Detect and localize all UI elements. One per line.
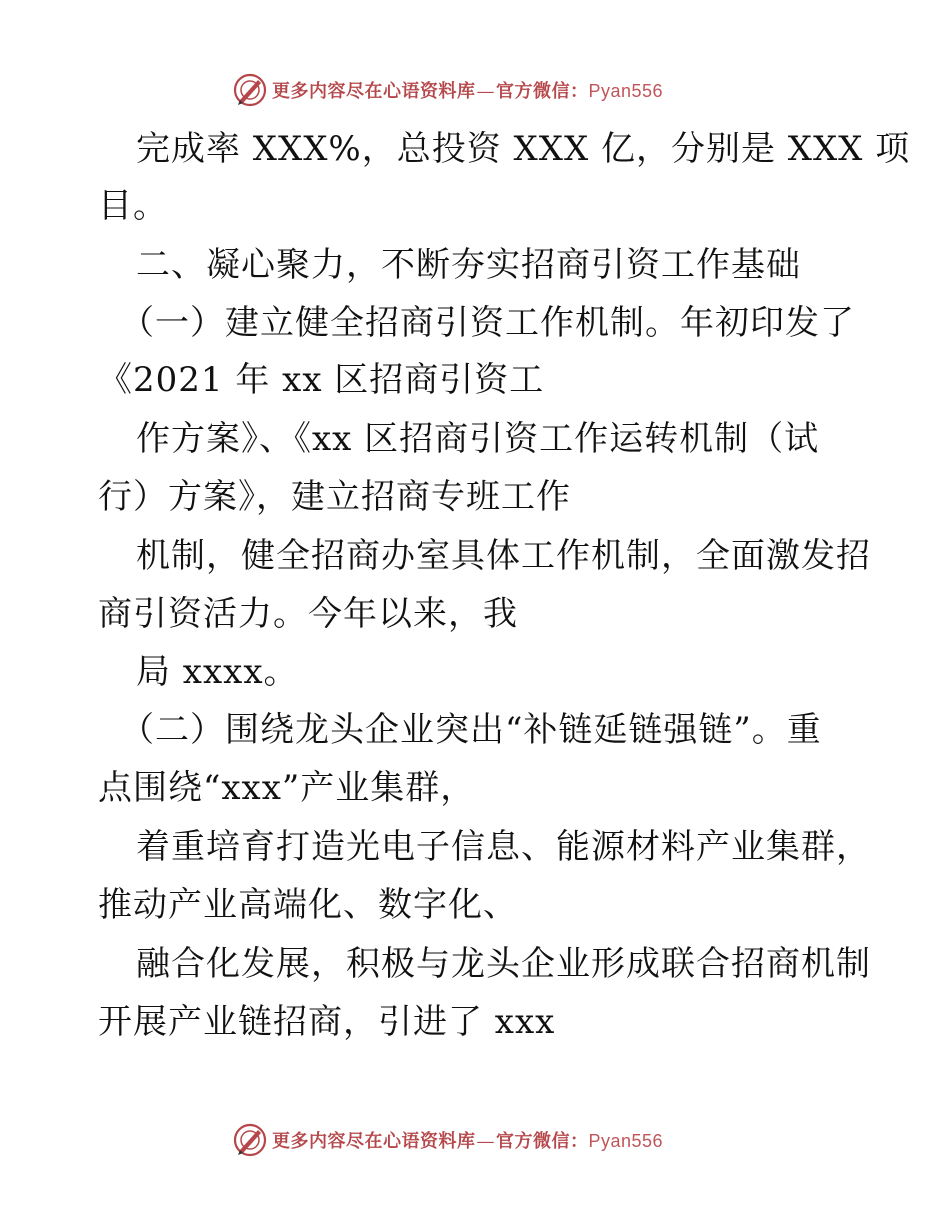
- text-line: 着重培育打造光电子信息、能源材料产业集群，: [136, 827, 871, 867]
- footer-banner-dash: —: [476, 1131, 495, 1152]
- pen-logo-icon: [232, 72, 268, 108]
- text-line: 行）方案》，建立招商专班工作: [98, 477, 571, 517]
- header-banner-id: Pyan556: [588, 81, 664, 101]
- footer-banner-wechat: 官方微信：: [496, 1131, 589, 1152]
- section-heading: 二、凝心聚力，不断夯实招商引资工作基础: [136, 245, 801, 285]
- text-line: （二）围绕龙头企业突出“补链延链强链”。重: [120, 710, 822, 750]
- header-banner-wechat: 官方微信：: [496, 81, 589, 102]
- text-line: 完成率 XXX%，总投资 XXX 亿，分别是 XXX 项: [136, 129, 911, 169]
- header-banner-dash: —: [476, 81, 495, 102]
- text-line: 点围绕“xxx”产业集群，: [98, 768, 476, 808]
- text-line: 融合化发展，积极与龙头企业形成联合招商机制: [136, 944, 871, 984]
- text-line: 商引资活力。今年以来，我: [98, 594, 518, 634]
- text-line: 作方案》、《xx 区招商引资工作运转机制（试: [136, 419, 820, 459]
- header-banner-text: 更多内容尽在心语资料库: [272, 81, 476, 102]
- text-line: 目。: [98, 186, 168, 226]
- text-line: 推动产业高端化、数字化、: [98, 885, 518, 925]
- footer-banner-id: Pyan556: [588, 1131, 664, 1151]
- text-line: （一）建立健全招商引资工作机制。年初印发了: [120, 303, 855, 343]
- pen-logo-icon: [232, 1122, 268, 1158]
- text-line: 《2021 年 xx 区招商引资工: [98, 360, 545, 400]
- text-line: 局 xxxx。: [136, 652, 299, 692]
- footer-banner-text: 更多内容尽在心语资料库: [272, 1131, 476, 1152]
- text-line: 开展产业链招商，引进了 xxx: [98, 1002, 556, 1042]
- text-line: 机制，健全招商办室具体工作机制，全面激发招: [136, 536, 871, 576]
- header-banner: [232, 71, 712, 109]
- footer-banner: [232, 1121, 712, 1159]
